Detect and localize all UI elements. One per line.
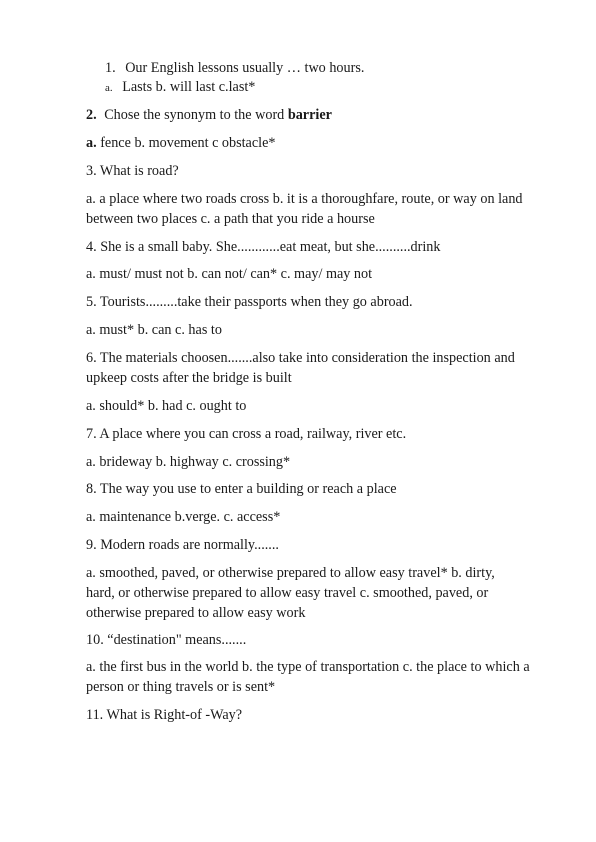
question-number: 1.	[105, 60, 116, 76]
question-text: 5. Tourists.........take their passports when they go abroad.	[86, 294, 413, 310]
question-text: 4. She is a small baby. She............eat meat, but she..........drink	[86, 239, 441, 255]
question-6	[86, 348, 556, 388]
options-text: a. must* b. can c. has to	[86, 322, 222, 338]
question-5	[86, 292, 413, 312]
options-text: a. smoothed, paved, or otherwise prepared to allow easy travel* b. dirty, hard, or otherwise prepared to allow easy travel c. smoothed, paved, or otherwise prepared to allow easy work	[86, 565, 495, 621]
options-text: a. brideway b. highway c. crossing*	[86, 454, 291, 470]
option-letter: a.	[86, 135, 97, 151]
question-2-options	[86, 133, 276, 153]
question-text: 3. What is road?	[86, 163, 179, 179]
options-text: a. maintenance b.verge. c. access*	[86, 509, 281, 525]
question-7-options	[86, 452, 290, 472]
question-7	[86, 424, 406, 444]
question-text: 11. What is Right-of -Way?	[86, 707, 243, 723]
question-1-options	[105, 77, 255, 98]
options-text: fence b. movement c obstacle*	[96, 135, 276, 151]
question-4	[86, 237, 441, 257]
options-text: a. a place where two roads cross b. it is a thoroughfare, route, or way on land between two places c. a path that you ride a hourse	[86, 191, 523, 227]
question-2	[86, 105, 332, 125]
question-4-options	[86, 264, 372, 284]
question-text: 8. The way you use to enter a building or reach a place	[86, 481, 397, 497]
question-5-options	[86, 320, 222, 340]
question-text: 9. Modern roads are normally.......	[86, 537, 279, 553]
question-10-options	[86, 657, 561, 697]
question-3-options	[86, 189, 556, 229]
options-text: a. should* b. had c. ought to	[86, 398, 247, 414]
question-9	[86, 535, 279, 555]
question-6-options	[86, 396, 246, 416]
question-text: Chose the synonym to the word	[104, 107, 288, 123]
question-3	[86, 161, 179, 181]
question-text: 6. The materials choosen.......also take into consideration the inspection and upkeep costs after the bridge is built	[86, 350, 515, 386]
question-text: 7. A place where you can cross a road, railway, river etc.	[86, 426, 407, 442]
question-10	[86, 630, 246, 650]
question-text: Our English lessons usually … two hours.	[125, 60, 365, 76]
option-letter: a.	[105, 82, 113, 94]
options-text: a. the first bus in the world b. the type of transportation c. the place to which a person or thing travels or is sent*	[86, 659, 530, 695]
question-8	[86, 479, 397, 499]
question-9-options	[86, 563, 526, 623]
question-11	[86, 705, 242, 725]
question-8-options	[86, 507, 280, 527]
question-1	[105, 58, 364, 78]
question-text: 10. “destination" means.......	[86, 632, 247, 648]
options-text: Lasts b. will last c.last*	[122, 79, 256, 95]
question-keyword: barrier	[287, 107, 332, 123]
question-number: 2.	[86, 107, 97, 123]
options-text: a. must/ must not b. can not/ can* c. may/ may not	[86, 266, 373, 282]
